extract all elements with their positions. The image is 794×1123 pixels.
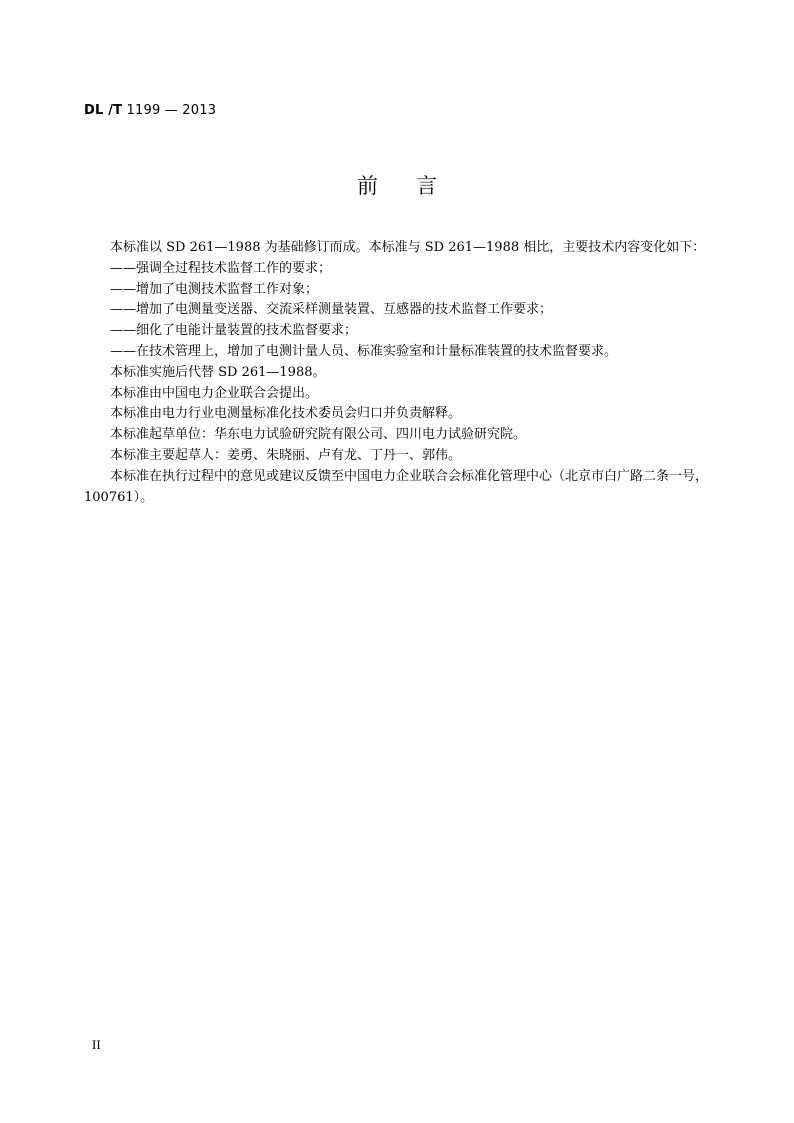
- change-item: ——强调全过程技术监督工作的要求；: [110, 260, 332, 276]
- page-number: II: [92, 1037, 101, 1052]
- change-item: ——在技术管理上，增加了电测计量人员、标准实验室和计量标准装置的技术监督要求。: [110, 343, 618, 359]
- standard-code-number: 1199 — 2013: [122, 103, 217, 118]
- change-item: ——细化了电能计量装置的技术监督要求；: [110, 323, 358, 339]
- proposer-paragraph: 本标准由中国电力企业联合会提出。: [110, 385, 319, 401]
- foreword-body: [84, 238, 712, 508]
- page-title: 前言: [357, 174, 475, 198]
- feedback-paragraph: 本标准在执行过程中的意见或建议反馈至中国电力企业联合会标准化管理中心（北京市白广路二条一号，100761）。: [84, 468, 709, 505]
- drafters-paragraph: 本标准主要起草人：姜勇、朱晓丽、卢有龙、丁丹一、郭伟。: [110, 447, 462, 463]
- replacement-paragraph: 本标准实施后代替 SD 261—1988。: [110, 364, 326, 380]
- change-item: ——增加了电测量变送器、交流采样测量装置、互感器的技术监督工作要求；: [110, 302, 553, 318]
- change-item: ——增加了电测技术监督工作对象；: [110, 281, 319, 297]
- drafting-units-paragraph: 本标准起草单位：华东电力试验研究院有限公司、四川电力试验研究院。: [110, 427, 527, 443]
- standard-code-prefix: DL /T: [84, 103, 123, 118]
- committee-paragraph: 本标准由电力行业电测量标准化技术委员会归口并负责解释。: [110, 406, 462, 422]
- intro-paragraph: 本标准以 SD 261—1988 为基础修订而成。本标准与 SD 261—1988 相比，主要技术内容变化如下：: [110, 240, 706, 255]
- standard-code: [84, 103, 216, 118]
